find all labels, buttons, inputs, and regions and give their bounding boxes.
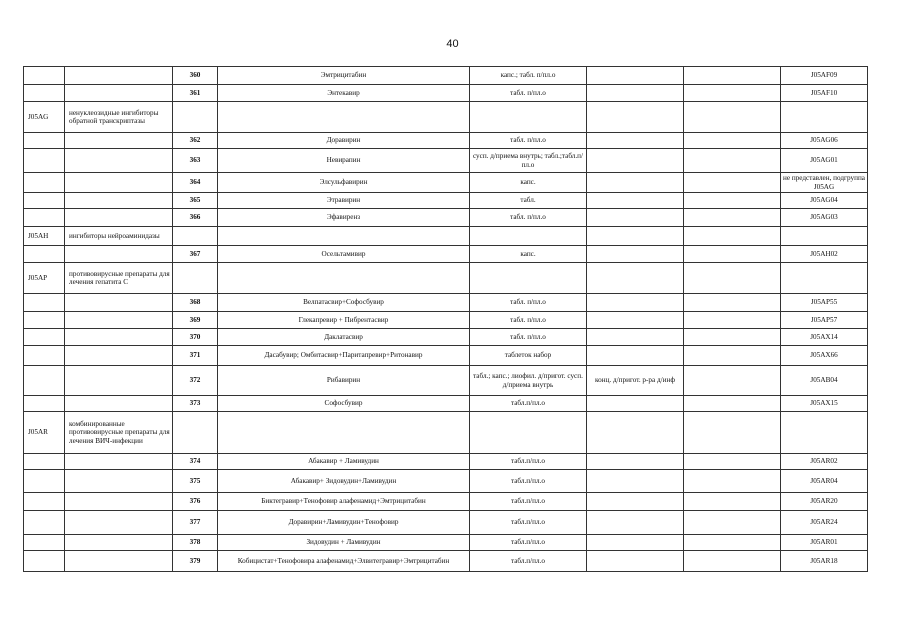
table-row	[24, 246, 868, 263]
row-number-cell	[173, 263, 218, 294]
dosage-form-extra-cell	[587, 412, 684, 454]
drug-name-cell: Элсульфавирин	[218, 173, 470, 193]
drug-name-cell: Дасабувир; Омбитасвир+Паритапревир+Ритонавир	[218, 346, 470, 366]
row-number-cell: 378	[173, 535, 218, 551]
atc-code-cell: J05AR24	[781, 511, 868, 535]
dosage-form-cell	[470, 263, 587, 294]
dosage-form-cell: табл. п/пл.о	[470, 294, 587, 312]
empty-cell	[684, 412, 781, 454]
drug-name-cell: Велпатасвир+Софосбувир	[218, 294, 470, 312]
drug-name-cell	[218, 263, 470, 294]
atc-group-code-cell	[24, 246, 65, 263]
dosage-form-cell	[470, 102, 587, 133]
empty-cell	[684, 454, 781, 470]
atc-code-cell: J05AH02	[781, 246, 868, 263]
group-name-cell	[65, 294, 173, 312]
dosage-form-cell: капс.; табл. п/пл.о	[470, 67, 587, 85]
dosage-form-cell: табл.п/пл.о	[470, 493, 587, 511]
table-row	[24, 85, 868, 102]
atc-group-code-cell	[24, 329, 65, 346]
dosage-form-cell	[470, 412, 587, 454]
empty-cell	[684, 329, 781, 346]
group-name-cell: ненуклеозидные ингибиторы обратной транскриптазы	[65, 102, 173, 133]
dosage-form-cell: таблеток набор	[470, 346, 587, 366]
dosage-form-extra-cell	[587, 551, 684, 572]
group-name-cell	[65, 329, 173, 346]
drug-name-cell: Осельтамивир	[218, 246, 470, 263]
dosage-form-extra-cell	[587, 454, 684, 470]
row-number-cell: 361	[173, 85, 218, 102]
table-row	[24, 102, 868, 133]
empty-cell	[684, 227, 781, 246]
drug-name-cell: Абакавир + Ламивудин	[218, 454, 470, 470]
row-number-cell: 377	[173, 511, 218, 535]
group-name-cell	[65, 511, 173, 535]
empty-cell	[684, 511, 781, 535]
atc-group-code-cell	[24, 67, 65, 85]
dosage-form-extra-cell	[587, 396, 684, 412]
drug-name-cell: Невирапин	[218, 149, 470, 173]
group-name-cell: комбинированные противовирусные препараты для лечения ВИЧ-инфекции	[65, 412, 173, 454]
atc-group-code-cell	[24, 454, 65, 470]
drug-name-cell: Эфавиренз	[218, 209, 470, 227]
atc-group-code-cell	[24, 173, 65, 193]
group-name-cell	[65, 470, 173, 493]
empty-cell	[684, 535, 781, 551]
dosage-form-extra-cell	[587, 209, 684, 227]
drug-name-cell	[218, 412, 470, 454]
dosage-form-cell: сусп. д/приема внутрь; табл.;табл.п/пл.о	[470, 149, 587, 173]
group-name-cell	[65, 366, 173, 396]
drug-name-cell	[218, 102, 470, 133]
atc-group-code-cell	[24, 366, 65, 396]
drug-name-cell: Эмтрицитабин	[218, 67, 470, 85]
atc-group-code-cell	[24, 470, 65, 493]
atc-code-cell: J05AG01	[781, 149, 868, 173]
empty-cell	[684, 366, 781, 396]
group-name-cell: противовирусные препараты для лечения гепатита С	[65, 263, 173, 294]
table-row	[24, 329, 868, 346]
dosage-form-extra-cell	[587, 493, 684, 511]
empty-cell	[684, 470, 781, 493]
dosage-form-extra-cell	[587, 193, 684, 209]
row-number-cell	[173, 412, 218, 454]
empty-cell	[684, 85, 781, 102]
atc-code-cell: J05AR18	[781, 551, 868, 572]
atc-code-cell: J05AB04	[781, 366, 868, 396]
dosage-form-cell: табл.п/пл.о	[470, 511, 587, 535]
empty-cell	[684, 246, 781, 263]
dosage-form-extra-cell	[587, 470, 684, 493]
atc-code-cell: J05AX15	[781, 396, 868, 412]
empty-cell	[684, 493, 781, 511]
table-row	[24, 209, 868, 227]
atc-group-code-cell	[24, 294, 65, 312]
empty-cell	[684, 209, 781, 227]
dosage-form-extra-cell: конц. д/пригот. р-ра д/инф	[587, 366, 684, 396]
atc-code-cell: J05AR01	[781, 535, 868, 551]
atc-code-cell: J05AP55	[781, 294, 868, 312]
dosage-form-extra-cell	[587, 312, 684, 329]
row-number-cell: 369	[173, 312, 218, 329]
row-number-cell	[173, 102, 218, 133]
group-name-cell	[65, 535, 173, 551]
atc-code-cell: J05AR20	[781, 493, 868, 511]
row-number-cell: 372	[173, 366, 218, 396]
drug-list-table	[23, 66, 868, 572]
dosage-form-extra-cell	[587, 173, 684, 193]
drug-name-cell: Софосбувир	[218, 396, 470, 412]
dosage-form-cell: табл.п/пл.о	[470, 551, 587, 572]
dosage-form-extra-cell	[587, 149, 684, 173]
empty-cell	[684, 149, 781, 173]
drug-name-cell: Доравирин	[218, 133, 470, 149]
group-name-cell	[65, 493, 173, 511]
table-row	[24, 263, 868, 294]
atc-code-cell	[781, 102, 868, 133]
atc-code-cell: J05AG03	[781, 209, 868, 227]
atc-group-code-cell	[24, 312, 65, 329]
atc-group-code-cell	[24, 346, 65, 366]
atc-code-cell: J05AR04	[781, 470, 868, 493]
row-number-cell: 363	[173, 149, 218, 173]
drug-name-cell: Абакавир+ Зидовудин+Ламивудин	[218, 470, 470, 493]
group-name-cell	[65, 85, 173, 102]
drug-name-cell: Доравирин+Ламивудин+Тенофовир	[218, 511, 470, 535]
empty-cell	[684, 263, 781, 294]
drug-name-cell: Рибавирин	[218, 366, 470, 396]
group-name-cell	[65, 396, 173, 412]
group-name-cell	[65, 173, 173, 193]
empty-cell	[684, 312, 781, 329]
dosage-form-cell	[470, 227, 587, 246]
row-number-cell: 368	[173, 294, 218, 312]
row-number-cell: 379	[173, 551, 218, 572]
atc-code-cell: J05AG06	[781, 133, 868, 149]
dosage-form-extra-cell	[587, 133, 684, 149]
atc-group-code-cell	[24, 493, 65, 511]
table-row	[24, 511, 868, 535]
atc-group-code-cell	[24, 535, 65, 551]
drug-name-cell: Энтекавир	[218, 85, 470, 102]
dosage-form-extra-cell	[587, 102, 684, 133]
row-number-cell: 376	[173, 493, 218, 511]
empty-cell	[684, 294, 781, 312]
dosage-form-extra-cell	[587, 535, 684, 551]
dosage-form-cell: табл.п/пл.о	[470, 396, 587, 412]
row-number-cell: 362	[173, 133, 218, 149]
row-number-cell: 371	[173, 346, 218, 366]
table-body	[24, 67, 868, 572]
atc-group-code-cell	[24, 133, 65, 149]
dosage-form-cell: табл. п/пл.о	[470, 85, 587, 102]
table-row	[24, 396, 868, 412]
row-number-cell: 367	[173, 246, 218, 263]
row-number-cell: 364	[173, 173, 218, 193]
table-row	[24, 133, 868, 149]
atc-code-cell: J05AX14	[781, 329, 868, 346]
table-row	[24, 535, 868, 551]
atc-code-cell: J05AF10	[781, 85, 868, 102]
dosage-form-extra-cell	[587, 294, 684, 312]
table-row	[24, 454, 868, 470]
atc-group-code-cell	[24, 511, 65, 535]
empty-cell	[684, 102, 781, 133]
row-number-cell: 374	[173, 454, 218, 470]
group-name-cell	[65, 149, 173, 173]
atc-group-code-cell: J05AG	[24, 102, 65, 133]
empty-cell	[684, 67, 781, 85]
row-number-cell: 366	[173, 209, 218, 227]
group-name-cell	[65, 454, 173, 470]
atc-group-code-cell	[24, 209, 65, 227]
drug-name-cell	[218, 227, 470, 246]
atc-code-cell: не представлен, подгруппа J05AG	[781, 173, 868, 193]
dosage-form-extra-cell	[587, 85, 684, 102]
empty-cell	[684, 193, 781, 209]
dosage-form-extra-cell	[587, 511, 684, 535]
empty-cell	[684, 396, 781, 412]
dosage-form-extra-cell	[587, 263, 684, 294]
group-name-cell	[65, 193, 173, 209]
dosage-form-cell: капс.	[470, 173, 587, 193]
table-row	[24, 173, 868, 193]
dosage-form-extra-cell	[587, 227, 684, 246]
table-row	[24, 493, 868, 511]
dosage-form-cell: табл.	[470, 193, 587, 209]
table-row	[24, 551, 868, 572]
atc-code-cell	[781, 412, 868, 454]
table-row	[24, 227, 868, 246]
table-row	[24, 149, 868, 173]
row-number-cell: 375	[173, 470, 218, 493]
atc-group-code-cell	[24, 193, 65, 209]
atc-group-code-cell: J05AH	[24, 227, 65, 246]
group-name-cell	[65, 209, 173, 227]
empty-cell	[684, 173, 781, 193]
atc-group-code-cell: J05AP	[24, 263, 65, 294]
drug-name-cell: Этравирин	[218, 193, 470, 209]
table-row	[24, 67, 868, 85]
atc-code-cell: J05AR02	[781, 454, 868, 470]
drug-name-cell: Глекапревир + Пибрентасвир	[218, 312, 470, 329]
atc-code-cell: J05AG04	[781, 193, 868, 209]
table-row	[24, 470, 868, 493]
dosage-form-cell: табл.п/пл.о	[470, 535, 587, 551]
dosage-form-cell: табл.п/пл.о	[470, 470, 587, 493]
drug-name-cell: Биктегравир+Тенофовир алафенамид+Эмтрицитабин	[218, 493, 470, 511]
table-row	[24, 294, 868, 312]
empty-cell	[684, 551, 781, 572]
page-number: 40	[446, 38, 459, 50]
dosage-form-cell: табл.; капс.; лиофил. д/пригот. сусп. д/приема внутрь	[470, 366, 587, 396]
drug-name-cell: Зидовудин + Ламивудин	[218, 535, 470, 551]
atc-code-cell	[781, 227, 868, 246]
atc-code-cell: J05AF09	[781, 67, 868, 85]
dosage-form-extra-cell	[587, 346, 684, 366]
atc-code-cell: J05AP57	[781, 312, 868, 329]
atc-group-code-cell	[24, 85, 65, 102]
group-name-cell	[65, 133, 173, 149]
table-row	[24, 312, 868, 329]
group-name-cell	[65, 551, 173, 572]
group-name-cell	[65, 67, 173, 85]
group-name-cell	[65, 312, 173, 329]
drug-name-cell: Даклатасвир	[218, 329, 470, 346]
group-name-cell	[65, 346, 173, 366]
table-row	[24, 346, 868, 366]
group-name-cell: ингибиторы нейроаминидазы	[65, 227, 173, 246]
empty-cell	[684, 346, 781, 366]
empty-cell	[684, 133, 781, 149]
dosage-form-cell: табл. п/пл.о	[470, 209, 587, 227]
row-number-cell: 360	[173, 67, 218, 85]
dosage-form-extra-cell	[587, 246, 684, 263]
atc-group-code-cell	[24, 396, 65, 412]
group-name-cell	[65, 246, 173, 263]
atc-group-code-cell: J05AR	[24, 412, 65, 454]
atc-code-cell: J05AX66	[781, 346, 868, 366]
atc-group-code-cell	[24, 149, 65, 173]
table-row	[24, 412, 868, 454]
dosage-form-extra-cell	[587, 67, 684, 85]
row-number-cell: 370	[173, 329, 218, 346]
row-number-cell	[173, 227, 218, 246]
dosage-form-extra-cell	[587, 329, 684, 346]
atc-group-code-cell	[24, 551, 65, 572]
row-number-cell: 373	[173, 396, 218, 412]
dosage-form-cell: табл. п/пл.о	[470, 133, 587, 149]
dosage-form-cell: табл.п/пл.о	[470, 454, 587, 470]
atc-code-cell	[781, 263, 868, 294]
row-number-cell: 365	[173, 193, 218, 209]
dosage-form-cell: табл. п/пл.о	[470, 312, 587, 329]
table-row	[24, 366, 868, 396]
table-row	[24, 193, 868, 209]
dosage-form-cell: капс.	[470, 246, 587, 263]
dosage-form-cell: табл. п/пл.о	[470, 329, 587, 346]
drug-name-cell: Кобицистат+Тенофовира алафенамид+Элвитегравир+Эмтрицитабин	[218, 551, 470, 572]
